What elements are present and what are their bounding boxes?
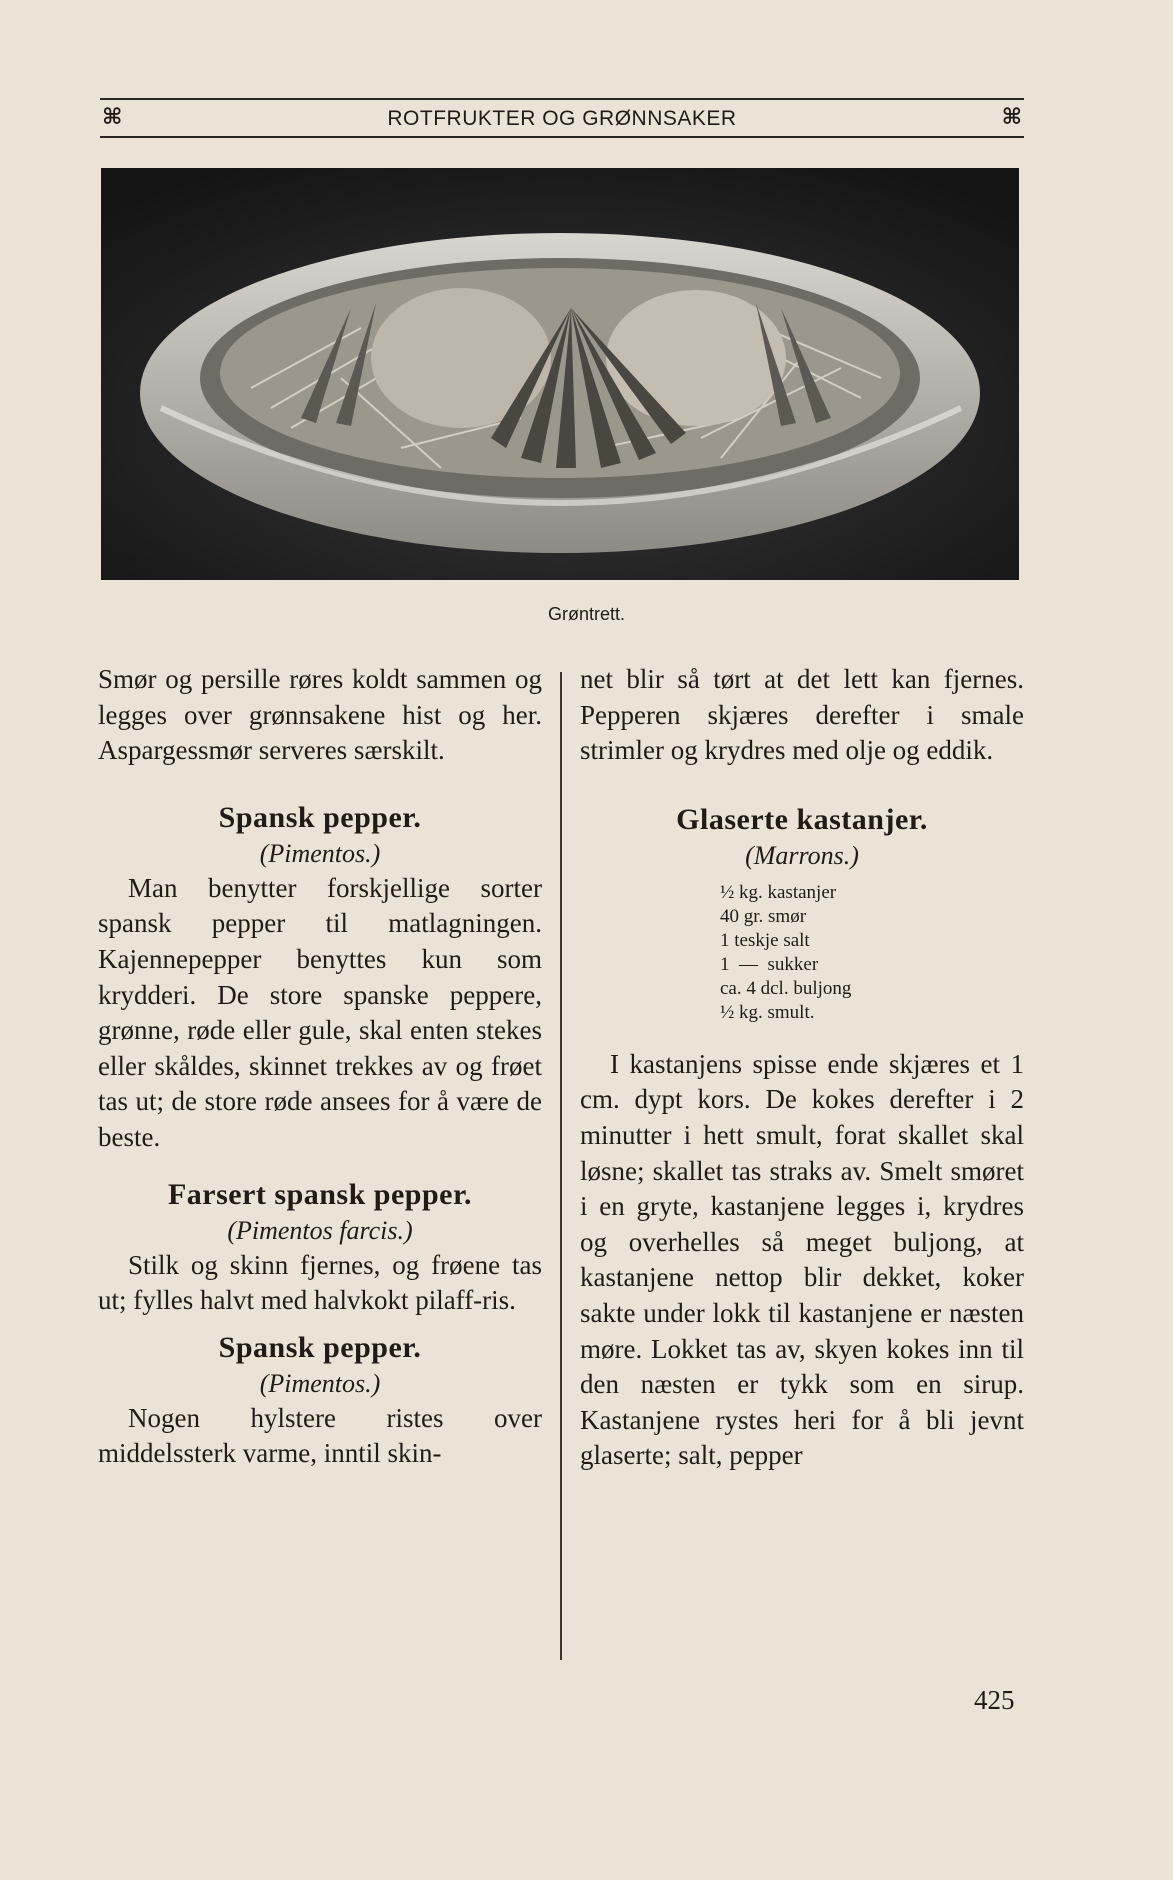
section-text-spansk-pepper-2: Nogen hylstere ristes over middelssterk varme, inntil skin-	[98, 1402, 542, 1469]
photo-caption: Grøntrett.	[547, 604, 625, 624]
section-title-spansk-pepper: Spansk pepper.	[218, 800, 422, 834]
intro-paragraph: Smør og persille røres koldt sammen og legges over grønnsakene hist og her. Aspargessmør serveres særskilt.	[98, 664, 542, 766]
section-text-farsert-spansk-pepper: Stilk og skinn fjernes, og frøene tas ut; fylles halvt med halvkokt pilaff-ris.	[98, 1249, 542, 1316]
section-text-glaserte-kastanjer: I kastanjens spisse ende skjæres et 1 cm. dypt kors. De kokes derefter i 2 minutter i hett smult, forat skallet skal løsne; skallet tas straks av. Smelt smøret i en gryte, kastanjene legges i, krydres og overhelles så meget buljong, at kastanjene nettop blir dekket, koker sakte under lokk til kastanjene er næsten møre. Lokket tas av, skyen kokes inn til den næsten er tykk som en sirup. Kastanjene rystes heri for å bli jevnt glaserte; salt, pepper	[580, 1048, 1024, 1471]
section-subtitle-pimentos-2: (Pimentos.)	[259, 1368, 381, 1398]
ingredient-item: ca. 4 dcl. buljong	[720, 977, 852, 999]
ingredient-item: 40 gr. smør	[720, 905, 807, 927]
ingredient-item: ½ kg. kastanjer	[720, 881, 837, 903]
section-text-spansk-pepper: Man benytter forskjellige sorter spansk pepper til matlagningen. Kajennepepper benyttes kun som krydderi. De store spanske peppere, grønne, røde eller gule, skal enten stekes eller skåldes, skinnet trekkes av og frøet tas ut; de store røde ansees for å være de beste.	[98, 872, 542, 1152]
header-ornament-right-icon: ⌘	[1001, 105, 1022, 130]
ingredient-item: ½ kg. smult.	[720, 1001, 815, 1023]
section-title-glaserte-kastanjer: Glaserte kastanjer.	[676, 802, 928, 836]
section-subtitle-marrons: (Marrons.)	[745, 840, 859, 870]
page-number: 425	[974, 1685, 1015, 1715]
column-divider	[560, 672, 562, 1660]
running-header	[100, 98, 1024, 140]
section-subtitle-pimentos: (Pimentos.)	[259, 838, 381, 868]
vegetable-platter-illustration	[101, 168, 1019, 580]
section-title-spansk-pepper-2: Spansk pepper.	[218, 1330, 422, 1364]
ingredient-list	[720, 881, 1024, 1025]
right-column	[580, 662, 1024, 1474]
section-subtitle-pimentos-farcis: (Pimentos farcis.)	[227, 1215, 413, 1245]
section-title-farsert-spansk-pepper: Farsert spansk pepper.	[167, 1177, 473, 1211]
vegetable-dish-photo	[101, 168, 1019, 580]
header-title: ROTFRUKTER OG GRØNNSAKER	[387, 107, 737, 130]
ingredient-item: 1 — sukker	[720, 953, 819, 975]
continuation-paragraph: net blir så tørt at det lett kan fjernes. Pepperen skjæres derefter i smale strimler og krydres med olje og eddik.	[580, 664, 1024, 766]
header-ornament-left-icon: ⌘	[102, 105, 123, 130]
header-top-rule	[100, 98, 1024, 100]
header-bottom-rule	[100, 136, 1024, 138]
ingredient-item: 1 teskje salt	[720, 929, 810, 951]
left-column	[98, 662, 542, 1472]
